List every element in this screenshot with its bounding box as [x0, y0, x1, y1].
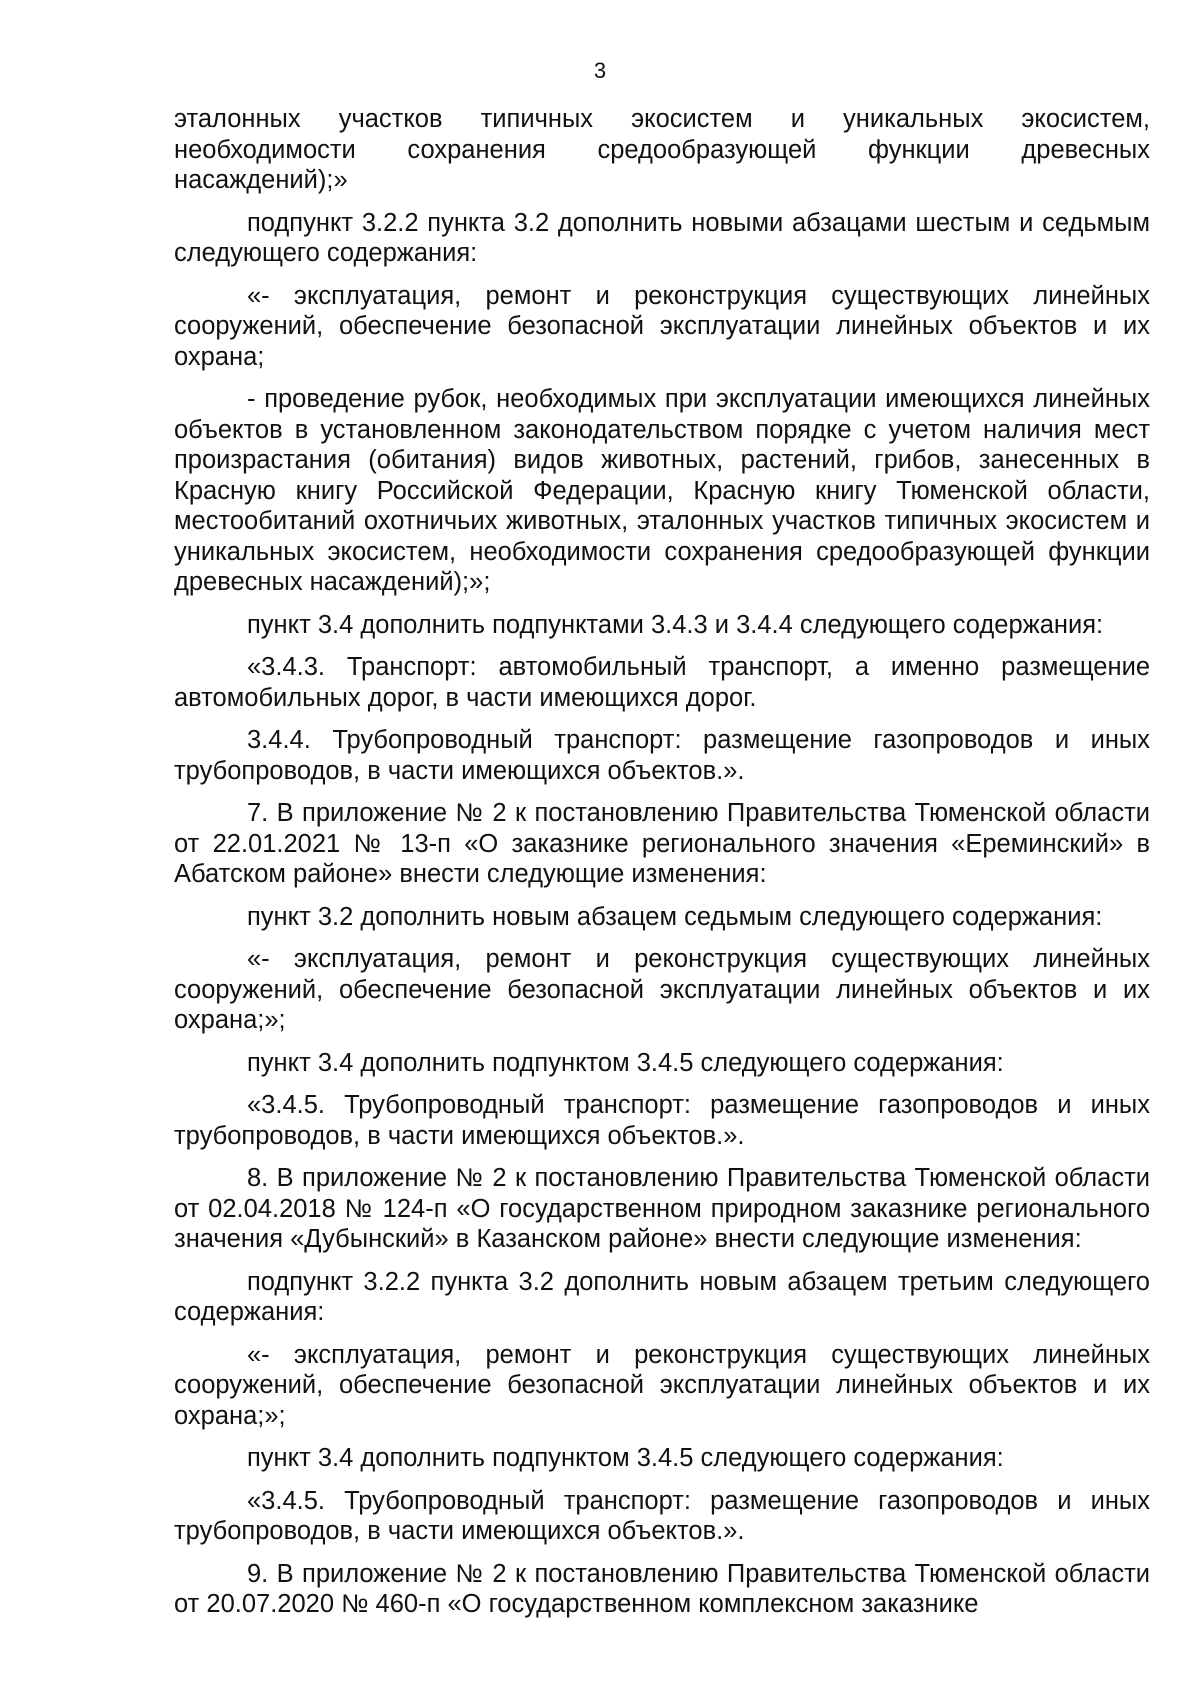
paragraph-item-7: 7. В приложение № 2 к постановлению Правительства Тюменской области от 22.01.2021 № 13-п «О заказнике регионального значения «Ереминский» в Абатском районе» внести следующие изменения:: [174, 799, 1150, 888]
paragraph: 3.4.4. Трубопроводный транспорт: размещение газопроводов и иных трубопроводов, в части имеющихся объектов.».: [174, 726, 1150, 785]
paragraph: пункт 3.4 дополнить подпунктами 3.4.3 и 3.4.4 следующего содержания:: [247, 610, 1104, 639]
paragraph-item-8: 8. В приложение № 2 к постановлению Правительства Тюменской области от 02.04.2018 № 124-п «О государственном природном заказнике регионального значения «Дубынский» в Казанском районе» внести следующие изменения:: [174, 1164, 1150, 1253]
paragraph: пункт 3.4 дополнить подпунктом 3.4.5 следующего содержания:: [247, 1048, 1004, 1077]
paragraph: подпункт 3.2.2 пункта 3.2 дополнить новым абзацем третьим следующего содержания:: [174, 1267, 1150, 1326]
paragraph: «3.4.5. Трубопроводный транспорт: размещение газопроводов и иных трубопроводов, в части имеющихся объектов.».: [174, 1091, 1150, 1150]
paragraph-item-9: 9. В приложение № 2 к постановлению Правительства Тюменской области от 20.07.2020 № 460-п «О государственном комплексном заказнике: [174, 1559, 1150, 1618]
paragraph: подпункт 3.2.2 пункта 3.2 дополнить новыми абзацами шестым и седьмым следующего содержания:: [174, 208, 1150, 267]
paragraph: «3.4.5. Трубопроводный транспорт: размещение газопроводов и иных трубопроводов, в части имеющихся объектов.».: [174, 1486, 1150, 1545]
page-number: 3: [593, 58, 607, 83]
paragraph: - проведение рубок, необходимых при эксплуатации имеющихся линейных объектов в установленном законодательством порядке с учетом наличия мест произрастания (обитания) видов животных, растений, грибов, занесенных в Красную книгу Российской Федерации, Красную книгу Тюменской области, местообитаний охотничьих животных, эталонных участков типичных экосистем и уникальных экосистем, необходимости сохранения средообразующей функции древесных насаждений);»;: [174, 385, 1150, 596]
paragraph: «- эксплуатация, ремонт и реконструкция существующих линейных сооружений, обеспечение безопасной эксплуатации линейных объектов и их охрана;»;: [174, 945, 1150, 1034]
paragraph: «- эксплуатация, ремонт и реконструкция существующих линейных сооружений, обеспечение безопасной эксплуатации линейных объектов и их охрана;»;: [174, 1340, 1150, 1430]
paragraph: пункт 3.4 дополнить подпунктом 3.4.5 следующего содержания:: [247, 1444, 1004, 1472]
paragraph: «3.4.3. Транспорт: автомобильный транспорт, а именно размещение автомобильных дорог, в части имеющихся дорог.: [174, 653, 1150, 712]
paragraph-continuation: эталонных участков типичных экосистем и уникальных экосистем, необходимости сохранения средообразующей функции древесных насаждений);»: [174, 105, 1150, 194]
paragraph: «- эксплуатация, ремонт и реконструкция существующих линейных сооружений, обеспечение безопасной эксплуатации линейных объектов и их охрана;: [174, 281, 1150, 371]
paragraph: пункт 3.2 дополнить новым абзацем седьмым следующего содержания:: [247, 902, 1103, 931]
document-body: [174, 104, 1150, 1632]
